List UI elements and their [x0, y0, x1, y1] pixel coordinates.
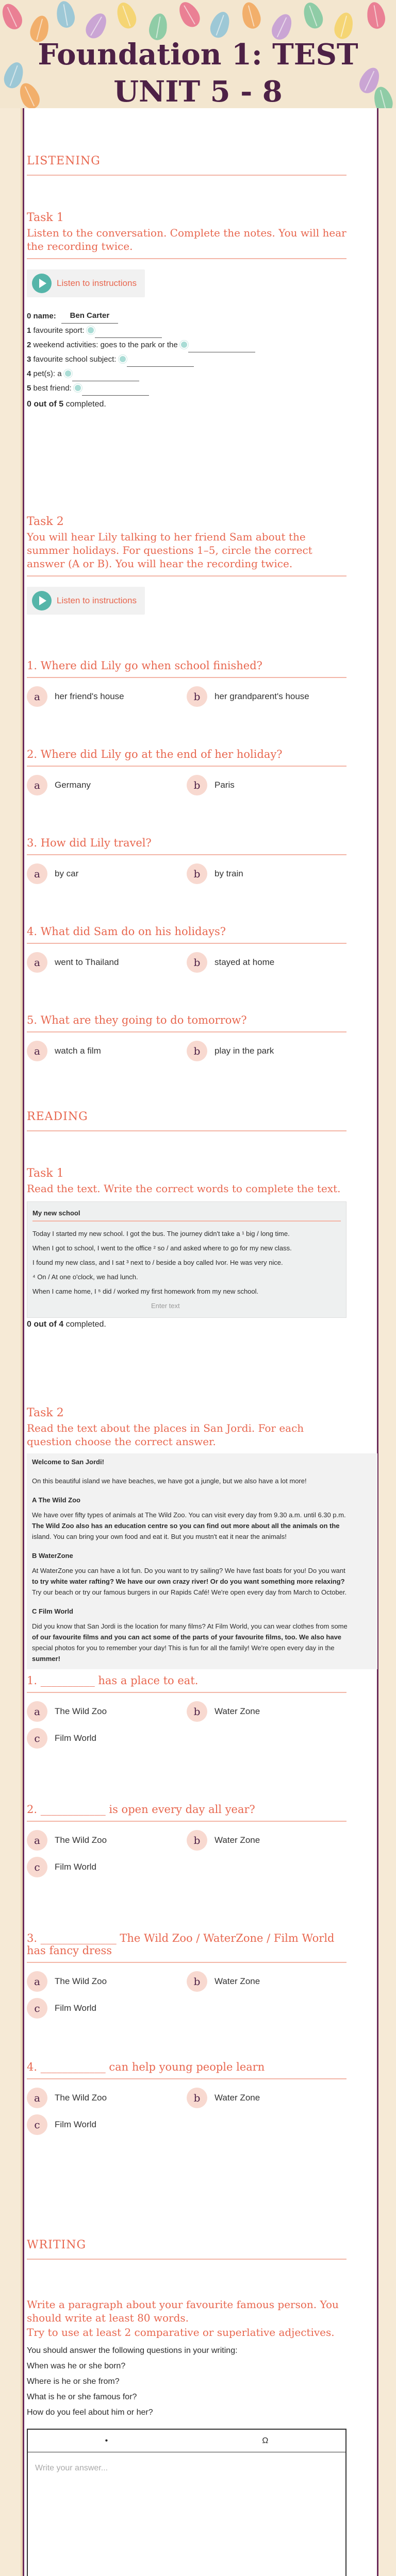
- option-letter-icon[interactable]: a: [27, 775, 47, 795]
- listening-task2: [27, 515, 346, 615]
- option-text: The Wild Zoo: [55, 2093, 107, 2103]
- question-block: [27, 659, 346, 713]
- answer-option-a[interactable]: [27, 863, 187, 884]
- options-group: [27, 1701, 346, 1755]
- option-text: The Wild Zoo: [55, 1976, 107, 1986]
- passage-text: We have over fifty types of animals at The Wild Zoo. You can visit every day from 9.30 a.m. until 6.30 p.m.: [32, 1511, 346, 1519]
- listening-section: [27, 155, 346, 176]
- answer-option-b[interactable]: [187, 1701, 346, 1722]
- option-letter-icon[interactable]: a: [27, 1971, 47, 1992]
- option-letter-icon[interactable]: a: [27, 1041, 47, 1061]
- option-text: Water Zone: [214, 1976, 260, 1986]
- option-text: The Wild Zoo: [55, 1835, 107, 1845]
- question-text: 1. Where did Lily go when school finished?: [27, 659, 346, 678]
- option-text: Water Zone: [214, 1835, 260, 1845]
- writing-description: Try to use at least 2 comparative or superlative adjectives.: [27, 2326, 335, 2338]
- option-text: Paris: [214, 780, 235, 790]
- passage-text: The Wild Zoo also has an education centre so you can find out more about all the animals on the: [32, 1522, 340, 1530]
- reading-section: [27, 1110, 346, 1131]
- option-text: Water Zone: [214, 1706, 260, 1716]
- option-letter-icon[interactable]: b: [187, 1830, 207, 1851]
- question-block: [27, 925, 346, 979]
- note-label: favourite school subject:: [33, 355, 117, 364]
- writing-task: [27, 2298, 346, 2576]
- page-title: Foundation 1: TEST UNIT 5 - 8: [38, 38, 358, 108]
- listening-task1: [27, 211, 346, 409]
- text-line[interactable]: ⁴ On / At one o'clock, we had lunch.: [32, 1273, 138, 1281]
- option-text: Film World: [55, 1862, 96, 1872]
- task-title: Task 1: [27, 211, 64, 224]
- worksheet-page: [23, 108, 378, 2576]
- option-letter-icon[interactable]: b: [187, 1701, 207, 1722]
- writing-question: When was he or she born?: [27, 2362, 126, 2370]
- answer-option-a[interactable]: [27, 1041, 187, 1061]
- play-icon[interactable]: [32, 591, 52, 611]
- passage-text: to try white water rafting? We have our own crazy river! Or do you want something more relaxing?: [32, 1578, 345, 1585]
- option-letter-icon[interactable]: b: [187, 952, 207, 973]
- textbox-title: My new school: [32, 1206, 341, 1222]
- task-title: Task 2: [27, 1406, 64, 1419]
- text-line[interactable]: When I got to school, I went to the office ² so / and asked where to go for my new class.: [32, 1244, 292, 1252]
- passage-text: At WaterZone you can have a lot fun. Do you want to try sailing? We have fast boats for you! Do you want: [32, 1567, 345, 1574]
- option-text: Film World: [55, 1733, 96, 1743]
- answer-option-a[interactable]: [27, 2088, 187, 2108]
- question-text: 5. What are they going to do tomorrow?: [27, 1014, 346, 1032]
- question-block: [27, 1674, 346, 1755]
- answer-option-b[interactable]: [187, 686, 346, 707]
- question-block: [27, 2061, 346, 2141]
- option-letter-icon[interactable]: b: [187, 2088, 207, 2108]
- question-text: 2. Where did Lily go at the end of her holiday?: [27, 748, 346, 767]
- bullet-list-icon[interactable]: •: [105, 2436, 108, 2445]
- task-description: Read the text about the places in San Jordi. For each question choose the correct answer.: [27, 1422, 304, 1448]
- text-line[interactable]: When I came home, I ⁵ did / worked my first homework from my new school.: [32, 1287, 259, 1295]
- answer-option-a[interactable]: [27, 1830, 187, 1851]
- option-text: stayed at home: [214, 957, 275, 967]
- score-value: 0 out of 5: [27, 400, 64, 409]
- leaf-decoration: [300, 0, 326, 31]
- passage-text: summer!: [32, 1655, 60, 1663]
- option-text: her grandparent's house: [214, 691, 309, 701]
- answer-option-c[interactable]: [27, 2114, 187, 2135]
- answer-option-b[interactable]: [187, 1971, 346, 1992]
- note-label: pet(s): a: [33, 369, 62, 378]
- score-suffix: completed.: [65, 400, 106, 409]
- answer-option-c[interactable]: [27, 1998, 187, 2019]
- option-text: Film World: [55, 2003, 96, 2013]
- writing-description: Write a paragraph about your favourite famous person. You should write at least 80 words.: [27, 2298, 339, 2324]
- leaf-decoration: [365, 1, 387, 30]
- special-character-icon[interactable]: Ω: [262, 2436, 269, 2445]
- passage-text: On this beautiful island we have beaches, we have got a jungle, but we also have a lot more!: [32, 1477, 307, 1485]
- answer-option-a[interactable]: [27, 686, 187, 707]
- hint-dot-icon[interactable]: [74, 384, 82, 392]
- options-group: [27, 1830, 346, 1884]
- writing-question: Where is he or she from?: [27, 2377, 120, 2386]
- passage-text: Did you know that San Jordi is the location for many films? At Film World, you can wear clothes from some: [32, 1622, 348, 1630]
- play-icon[interactable]: [32, 274, 52, 293]
- answer-editor[interactable]: [27, 2429, 346, 2576]
- side-decoration: [0, 108, 23, 2576]
- option-text: her friend's house: [55, 691, 124, 701]
- options-group: [27, 775, 346, 802]
- hint-dot-icon[interactable]: [180, 341, 188, 349]
- passage-heading: C Film World: [32, 1607, 73, 1615]
- passage-text: of our favourite films and you can act some of the parts of your favourite films, too. We also have: [32, 1633, 342, 1641]
- option-letter-icon[interactable]: b: [187, 1041, 207, 1061]
- option-letter-icon[interactable]: a: [27, 1830, 47, 1851]
- text-line[interactable]: Today I started my new school. I got the bus. The journey didn't take a ¹ big / long time.: [32, 1230, 290, 1238]
- option-text: Water Zone: [214, 2093, 260, 2103]
- audio-label: Listen to instructions: [57, 596, 137, 605]
- answer-placeholder[interactable]: Write your answer...: [35, 2464, 108, 2472]
- leaf-decoration: [239, 0, 263, 30]
- writing-prompt: You should answer the following questions in your writing:: [27, 2346, 238, 2355]
- writing-question: What is he or she famous for?: [27, 2393, 137, 2401]
- answer-option-b[interactable]: [187, 1830, 346, 1851]
- note-label: favourite sport:: [33, 326, 85, 335]
- hint-dot-icon[interactable]: [119, 355, 127, 363]
- option-letter-icon[interactable]: a: [27, 686, 47, 707]
- option-text: by car: [55, 869, 79, 878]
- answer-option-a[interactable]: [27, 1971, 187, 1992]
- hint-dot-icon[interactable]: [87, 326, 95, 334]
- enter-text-input[interactable]: Enter text: [151, 1302, 180, 1310]
- passage-text: island. You can bring your own food and eat it. But you mustn't eat it near the animals!: [32, 1533, 287, 1540]
- option-text: The Wild Zoo: [55, 1706, 107, 1716]
- option-text: watch a film: [55, 1046, 101, 1056]
- answer-option-b[interactable]: [187, 775, 346, 795]
- option-letter-icon[interactable]: b: [187, 1971, 207, 1992]
- note-label: weekend activities: goes to the park or the: [33, 341, 178, 349]
- options-group: [27, 2088, 346, 2141]
- question-text: 2. ____________ is open every day all year?: [27, 1803, 346, 1822]
- option-letter-icon[interactable]: b: [187, 775, 207, 795]
- answer-option-b[interactable]: [187, 2088, 346, 2108]
- note-label: best friend:: [33, 384, 72, 393]
- question-block: [27, 837, 346, 890]
- reading-passage: [27, 1453, 377, 1669]
- question-block: [27, 1014, 346, 1067]
- passage-heading: Welcome to San Jordi!: [32, 1458, 104, 1466]
- answer-option-b[interactable]: [187, 863, 346, 884]
- option-letter-icon[interactable]: c: [27, 2114, 47, 2135]
- name-value: Ben Carter: [61, 309, 118, 324]
- passage-text: special photos for you to remember your day! This is fun for all the family! We're open every day in the: [32, 1644, 335, 1652]
- score-suffix: completed.: [65, 1320, 106, 1329]
- passage-heading: B WaterZone: [32, 1552, 73, 1560]
- leaf-decoration: [113, 0, 139, 31]
- answer-option-a[interactable]: [27, 1701, 187, 1722]
- option-letter-icon[interactable]: a: [27, 952, 47, 973]
- header-banner: [0, 0, 396, 108]
- hint-dot-icon[interactable]: [64, 369, 72, 378]
- options-group: [27, 952, 346, 979]
- reading-task2: [27, 1406, 346, 1669]
- audio-player[interactable]: [27, 587, 145, 615]
- options-group: [27, 686, 346, 713]
- score-value: 0 out of 4: [27, 1320, 64, 1329]
- task-description: You will hear Lily talking to her friend Sam about the summer holidays. For questions 1–5, circle the correct answer (A or B). You will hear the recording twice.: [27, 530, 346, 577]
- passage-heading: A The Wild Zoo: [32, 1496, 80, 1504]
- leaf-decoration: [175, 0, 203, 30]
- option-text: by train: [214, 869, 243, 878]
- answer-option-a[interactable]: [27, 775, 187, 795]
- question-text: 4. ____________ can help young people learn: [27, 2061, 346, 2079]
- answer-option-a[interactable]: [27, 952, 187, 973]
- leaf-decoration: [0, 1, 25, 32]
- option-letter-icon[interactable]: b: [187, 863, 207, 884]
- question-text: 3. ______________ The Wild Zoo / WaterZone / Film World has fancy dress: [27, 1932, 346, 1963]
- reading-task1: [27, 1167, 346, 1329]
- options-group: [27, 1971, 346, 2025]
- reading-heading: READING: [27, 1110, 346, 1131]
- task-description: Read the text. Write the correct words to complete the text.: [27, 1182, 341, 1195]
- score-line: [27, 400, 346, 409]
- option-letter-icon[interactable]: a: [27, 1701, 47, 1722]
- writing-heading: WRITING: [27, 2239, 346, 2260]
- option-text: went to Thailand: [55, 957, 119, 967]
- question-text: 3. How did Lily travel?: [27, 837, 346, 855]
- name-label: 0 name:: [27, 312, 56, 320]
- question-text: 4. What did Sam do on his holidays?: [27, 925, 346, 944]
- writing-section: [27, 2239, 346, 2260]
- text-line[interactable]: I found my new class, and I sat ³ next to / beside a boy called Ivor. He was very nice.: [32, 1259, 283, 1266]
- listening-heading: LISTENING: [27, 155, 346, 176]
- question-block: [27, 1803, 346, 1884]
- score-line: [27, 1320, 346, 1329]
- notes-form: 0 name: Ben Carter 1 favourite sport: 2 weekend activities: goes to the park or the 3 favourite school subject: 4 pet(s): a 5 best friend:: [27, 309, 346, 396]
- option-letter-icon[interactable]: c: [27, 1857, 47, 1877]
- editor-toolbar: [28, 2430, 345, 2452]
- task-title: Task 1: [27, 1167, 64, 1180]
- question-text: 1. __________ has a place to eat.: [27, 1674, 346, 1693]
- question-block: [27, 1932, 346, 2025]
- option-letter-icon[interactable]: a: [27, 2088, 47, 2108]
- answer-option-c[interactable]: [27, 1728, 187, 1749]
- option-letter-icon[interactable]: b: [187, 686, 207, 707]
- option-text: Film World: [55, 2120, 96, 2129]
- option-text: play in the park: [214, 1046, 274, 1056]
- answer-option-b[interactable]: [187, 952, 346, 973]
- options-group: [27, 1041, 346, 1067]
- audio-player[interactable]: [27, 269, 145, 297]
- audio-label: Listen to instructions: [57, 278, 137, 288]
- writing-question: How do you feel about him or her?: [27, 2408, 153, 2417]
- answer-option-c[interactable]: [27, 1857, 187, 1877]
- options-group: [27, 863, 346, 890]
- passage-text: Try our beach or try our famous burgers in our Rapids Café! We're open every day from March to October.: [32, 1588, 347, 1596]
- option-letter-icon[interactable]: c: [27, 1728, 47, 1749]
- option-letter-icon[interactable]: c: [27, 1998, 47, 2019]
- leaf-decoration: [55, 0, 77, 29]
- answer-input-5[interactable]: [82, 395, 149, 396]
- task-title: Task 2: [27, 515, 64, 528]
- option-text: Germany: [55, 780, 91, 790]
- task-description: Listen to the conversation. Complete the notes. You will hear the recording twice.: [27, 226, 346, 259]
- answer-option-b[interactable]: [187, 1041, 346, 1061]
- reading-textbox: [27, 1201, 346, 1318]
- question-block: [27, 748, 346, 802]
- option-letter-icon[interactable]: a: [27, 863, 47, 884]
